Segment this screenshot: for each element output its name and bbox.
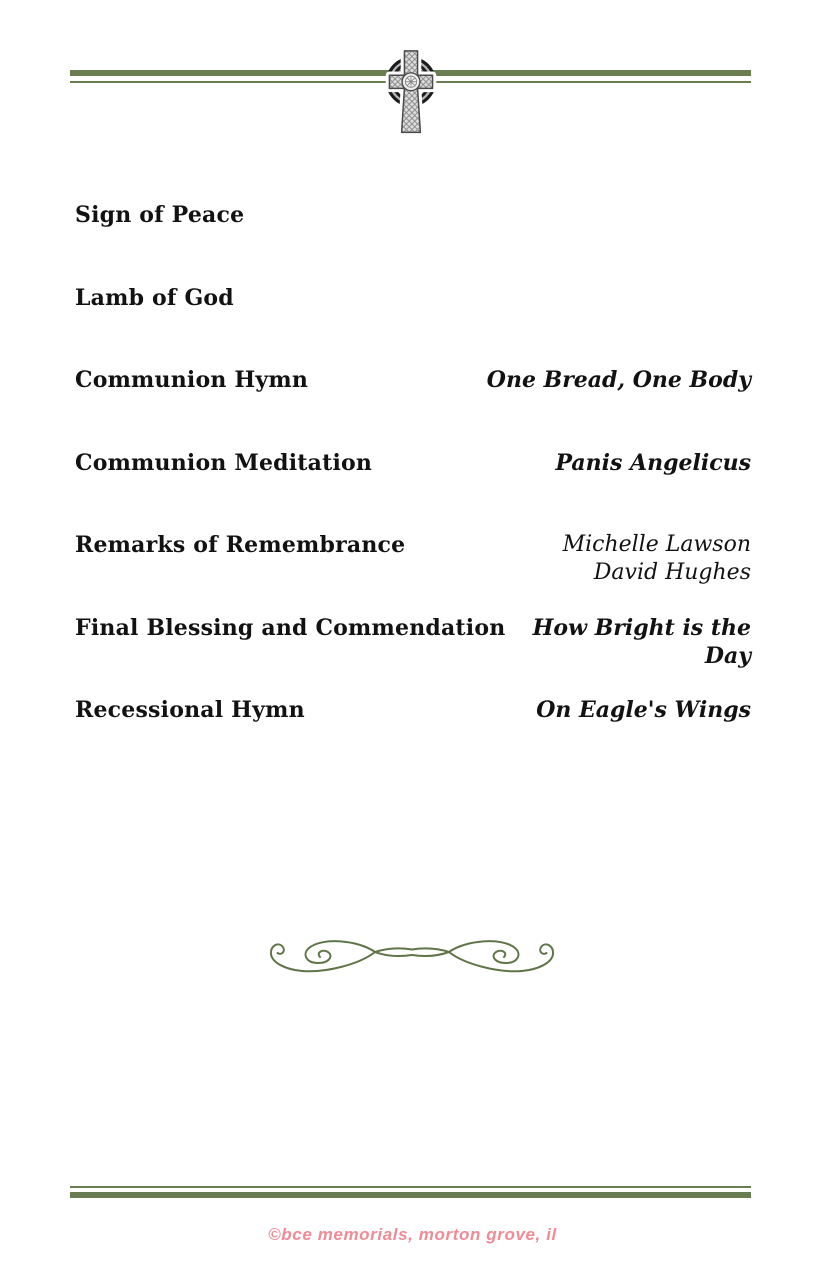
program-row bbox=[75, 201, 751, 229]
bottom-divider-rule bbox=[70, 1186, 751, 1198]
program-item-label: Final Blessing and Commendation bbox=[75, 615, 506, 641]
program-item-label: Lamb of God bbox=[75, 285, 234, 311]
bottom-rule-thin-line bbox=[70, 1186, 751, 1188]
bottom-rule-thick-line bbox=[70, 1192, 751, 1198]
celtic-cross-icon bbox=[381, 47, 441, 139]
program-row bbox=[75, 696, 751, 724]
flourish-left-half bbox=[271, 941, 412, 971]
publisher-credit: ©bce memorials, morton grove, il bbox=[268, 1225, 557, 1244]
program-item-label: Recessional Hymn bbox=[75, 697, 305, 723]
program-item-label: Remarks of Remembrance bbox=[75, 532, 406, 558]
flourish-right-half bbox=[412, 941, 553, 971]
program-item-label: Sign of Peace bbox=[75, 202, 245, 228]
program-item-value: Panis Angelicus bbox=[555, 450, 751, 476]
speaker-name: David Hughes bbox=[593, 560, 751, 585]
program-item-value bbox=[563, 531, 751, 587]
program-item-value: One Bread, One Body bbox=[486, 367, 751, 393]
program-item-label: Communion Meditation bbox=[75, 450, 373, 476]
program-row bbox=[75, 449, 751, 477]
program-row bbox=[75, 366, 751, 394]
program-row bbox=[75, 284, 751, 312]
program-row bbox=[75, 614, 751, 670]
program-item-label: Communion Hymn bbox=[75, 367, 309, 393]
program-item-value: How Bright is the Day bbox=[532, 615, 751, 669]
swirl-flourish-ornament bbox=[262, 930, 562, 980]
program-item-value: On Eagle's Wings bbox=[536, 697, 751, 723]
program-row bbox=[75, 531, 751, 587]
speaker-name: Michelle Lawson bbox=[562, 532, 751, 557]
